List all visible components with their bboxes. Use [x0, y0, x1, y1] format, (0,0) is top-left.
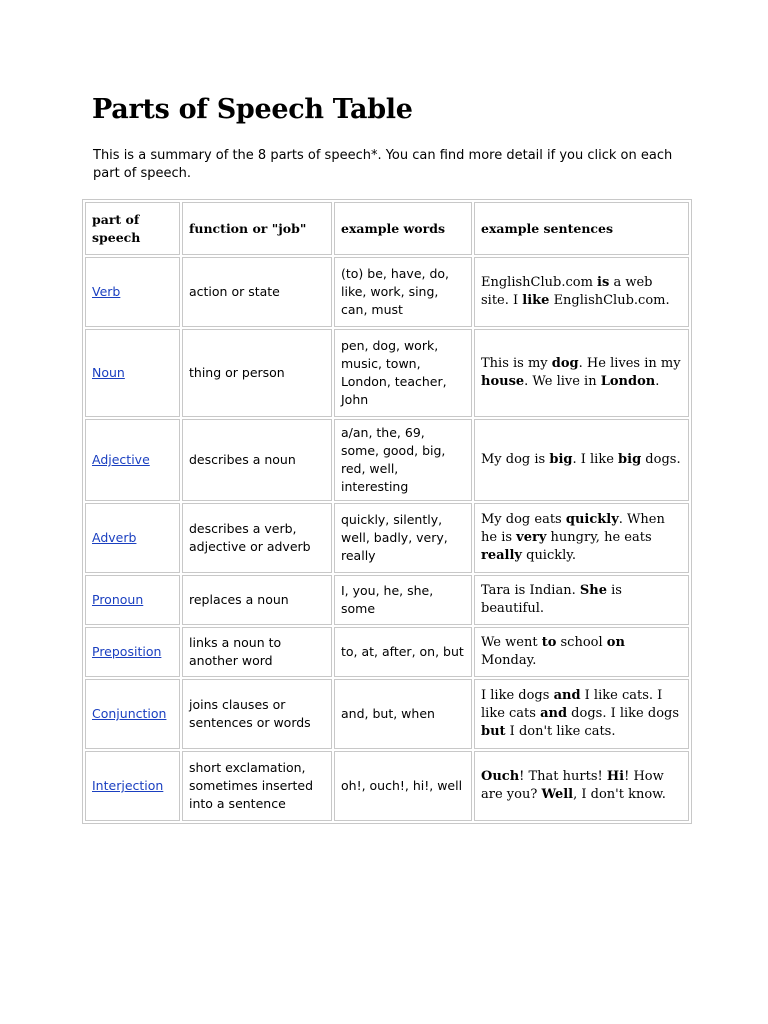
table-row [85, 419, 689, 501]
example-words-cell: I, you, he, she, some [334, 575, 472, 625]
function-cell: replaces a noun [182, 575, 332, 625]
part-cell [85, 751, 180, 821]
example-sentence-cell [474, 575, 689, 625]
sentence-keyword: big [618, 452, 642, 467]
header-example-words: example words [334, 202, 472, 255]
table-row [85, 751, 689, 821]
example-sentence-cell [474, 627, 689, 677]
table-row [85, 329, 689, 417]
part-cell [85, 575, 180, 625]
sentence-keyword: very [516, 530, 547, 545]
sentence-text: We went [481, 635, 542, 650]
sentence-text: EnglishClub.com. [549, 293, 670, 308]
sentence-keyword: and [540, 706, 568, 721]
example-sentence-cell [474, 257, 689, 327]
sentence-keyword: on [606, 635, 625, 650]
example-words-cell: to, at, after, on, but [334, 627, 472, 677]
part-of-speech-link[interactable]: Pronoun [92, 592, 144, 607]
sentence-text: ! That hurts! [519, 769, 607, 784]
sentence-text: . When he is [481, 512, 665, 545]
part-of-speech-link[interactable]: Verb [92, 284, 121, 299]
part-of-speech-link[interactable]: Adjective [92, 452, 150, 467]
example-words-cell: pen, dog, work, music, town, London, teacher, John [334, 329, 472, 417]
part-cell [85, 503, 180, 573]
sentence-text: Tara is Indian. [481, 583, 580, 598]
sentence-keyword: quickly [565, 512, 619, 527]
parts-of-speech-table [82, 199, 692, 824]
sentence-keyword: Well [541, 787, 574, 802]
sentence-text: . We live in [524, 374, 601, 389]
example-sentence-cell [474, 419, 689, 501]
sentence-keyword: dog [551, 356, 579, 371]
sentence-keyword: big [549, 452, 573, 467]
sentence-keyword: and [553, 688, 581, 703]
sentence-text: school [556, 635, 607, 650]
example-words-cell: (to) be, have, do, like, work, sing, can, must [334, 257, 472, 327]
sentence-keyword: She [579, 583, 607, 598]
sentence-text: I like dogs [481, 688, 554, 703]
sentence-keyword: really [481, 548, 522, 563]
part-of-speech-link[interactable]: Interjection [92, 778, 164, 793]
sentence-text: ! How are you? [481, 769, 664, 802]
sentence-keyword: house [481, 374, 525, 389]
sentence-text: . [655, 374, 660, 389]
example-sentence-cell [474, 503, 689, 573]
function-cell: links a noun to another word [182, 627, 332, 677]
part-cell [85, 329, 180, 417]
function-cell: joins clauses or sentences or words [182, 679, 332, 749]
table-row [85, 257, 689, 327]
function-cell: describes a verb, adjective or adverb [182, 503, 332, 573]
example-words-cell: quickly, silently, well, badly, very, really [334, 503, 472, 573]
sentence-text: My dog is [481, 452, 550, 467]
part-of-speech-link[interactable]: Conjunction [92, 706, 167, 721]
function-cell: action or state [182, 257, 332, 327]
sentence-keyword: Ouch [481, 769, 520, 784]
page-title: Parts of Speech Table [92, 94, 413, 125]
function-cell: describes a noun [182, 419, 332, 501]
part-of-speech-link[interactable]: Preposition [92, 644, 162, 659]
sentence-keyword: is [597, 275, 610, 290]
part-of-speech-link[interactable]: Noun [92, 365, 125, 380]
example-sentence-cell [474, 329, 689, 417]
part-of-speech-link[interactable]: Adverb [92, 530, 137, 545]
header-part-of-speech: part of speech [85, 202, 180, 255]
table-row [85, 627, 689, 677]
table-row [85, 575, 689, 625]
sentence-text: dogs. I like dogs [567, 706, 680, 721]
sentence-text: This is my [481, 356, 552, 371]
sentence-text: . I like [572, 452, 619, 467]
sentence-text: . He lives in my [578, 356, 681, 371]
example-sentence-cell [474, 751, 689, 821]
part-cell [85, 627, 180, 677]
sentence-keyword: like [522, 293, 550, 308]
sentence-text: quickly. [521, 548, 577, 563]
part-cell [85, 419, 180, 501]
example-words-cell: and, but, when [334, 679, 472, 749]
sentence-text: I like cats. I like cats [481, 688, 663, 721]
intro-text: This is a summary of the 8 parts of speech*. You can find more detail if you click on each part of speech. [93, 148, 673, 181]
example-words-cell: oh!, ouch!, hi!, well [334, 751, 472, 821]
sentence-text: dogs. [641, 452, 681, 467]
table-row [85, 503, 689, 573]
sentence-text: I don't like cats. [505, 724, 616, 739]
sentence-text: Monday. [481, 653, 537, 668]
sentence-keyword: to [541, 635, 557, 650]
part-cell [85, 257, 180, 327]
table-header-row [85, 202, 689, 255]
part-cell [85, 679, 180, 749]
sentence-text: a web site. I [481, 275, 653, 308]
function-cell: short exclamation, sometimes inserted into a sentence [182, 751, 332, 821]
sentence-text: hungry, he eats [546, 530, 652, 545]
table-row [85, 679, 689, 749]
sentence-text: is beautiful. [481, 583, 622, 616]
sentence-keyword: but [481, 724, 506, 739]
sentence-text: My dog eats [481, 512, 566, 527]
table-body [85, 257, 689, 821]
header-example-sentences: example sentences [474, 202, 689, 255]
sentence-text: , I don't know. [573, 787, 666, 802]
sentence-text: EnglishClub.com [481, 275, 598, 290]
example-words-cell: a/an, the, 69, some, good, big, red, well, interesting [334, 419, 472, 501]
sentence-keyword: London [600, 374, 656, 389]
function-cell: thing or person [182, 329, 332, 417]
header-function: function or "job" [182, 202, 332, 255]
sentence-keyword: Hi [606, 769, 625, 784]
example-sentence-cell [474, 679, 689, 749]
